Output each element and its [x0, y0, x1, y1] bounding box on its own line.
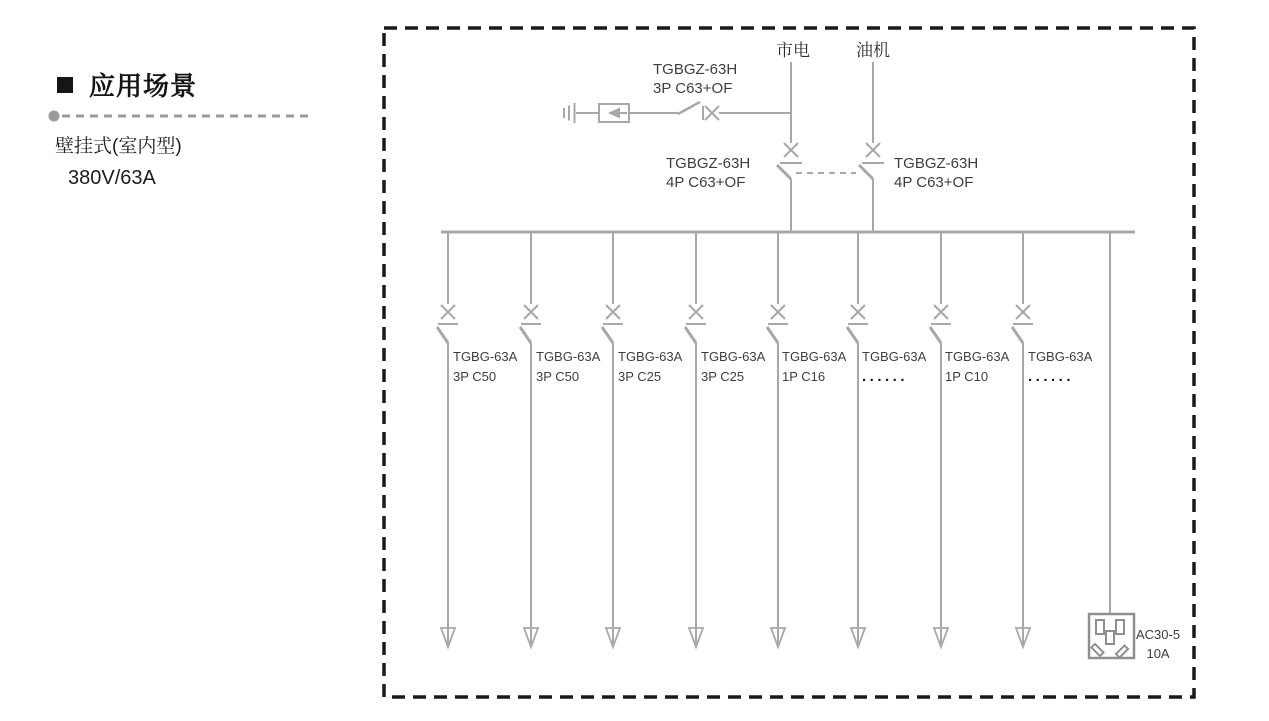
branch-spec: 1P C16 [782, 369, 826, 384]
mains-label: 市电 [776, 41, 810, 60]
transfer-left-spec: 4P C63+OF [666, 174, 746, 191]
transfer-switch-icon-right [859, 143, 884, 233]
branch-label [945, 347, 1009, 387]
socket-label [1136, 625, 1180, 663]
branch-model: TGBG-63A [453, 349, 518, 364]
branch-circuit [930, 233, 951, 647]
surge-breaker-label [653, 60, 737, 98]
surge-arrester-branch [564, 102, 791, 123]
branch-circuit [685, 233, 706, 647]
transfer-switch-label-left [666, 154, 750, 192]
branch-spec: 1P C10 [945, 369, 989, 384]
branch-circuit [847, 233, 868, 647]
transfer-right-model: TGBGZ-63H [894, 155, 979, 172]
surge-breaker-spec: 3P C63+OF [653, 80, 733, 97]
socket-rating: 10A [1146, 646, 1170, 661]
branch-circuit [1012, 233, 1033, 647]
branch-model: TGBG-63A [1028, 349, 1093, 364]
branch-model: TGBG-63A [782, 349, 847, 364]
surge-breaker-model: TGBGZ-63H [653, 61, 738, 78]
branch-circuit [602, 233, 623, 647]
section-title: 应用场景 [89, 71, 198, 101]
branch-circuit [767, 233, 788, 647]
square-bullet-icon [57, 77, 73, 93]
divider-dot-icon [49, 111, 60, 122]
branch-model: TGBG-63A [945, 349, 1010, 364]
surge-arrester-box-icon [599, 104, 629, 122]
branch-label [453, 347, 517, 387]
mount-type-label: 壁挂式(室内型) [55, 136, 182, 157]
branch-spec: 3P C25 [618, 369, 662, 384]
branch-spec: 3P C50 [453, 369, 497, 384]
branch-spec: 3P C50 [536, 369, 580, 384]
branch-label [1028, 347, 1092, 387]
branch-model: TGBG-63A [862, 349, 927, 364]
socket-icon [1089, 614, 1134, 658]
transfer-switch-icon-left [777, 143, 802, 233]
branch-label [536, 347, 600, 387]
branch-circuit [520, 233, 541, 647]
branch-label [782, 347, 846, 387]
branch-spec: ...... [1028, 368, 1075, 385]
transfer-switch-label-right [894, 154, 978, 192]
branch-label [701, 347, 765, 387]
branch-spec: ...... [862, 368, 909, 385]
branch-spec: 3P C25 [701, 369, 745, 384]
dashed-divider [49, 111, 314, 122]
section-heading [57, 66, 197, 103]
surge-breaker-icon [678, 102, 791, 120]
branch-label [862, 347, 926, 387]
ground-icon [564, 103, 575, 123]
rating-label: 380V/63A [68, 167, 156, 189]
socket-model: AC30-5 [1136, 627, 1181, 642]
branch-model: TGBG-63A [618, 349, 683, 364]
transfer-left-model: TGBGZ-63H [666, 155, 751, 172]
branch-label [618, 347, 682, 387]
branch-model: TGBG-63A [701, 349, 766, 364]
branch-circuit [437, 233, 458, 647]
branch-model: TGBG-63A [536, 349, 601, 364]
transfer-right-spec: 4P C63+OF [894, 174, 974, 191]
generator-label: 油机 [856, 41, 890, 60]
